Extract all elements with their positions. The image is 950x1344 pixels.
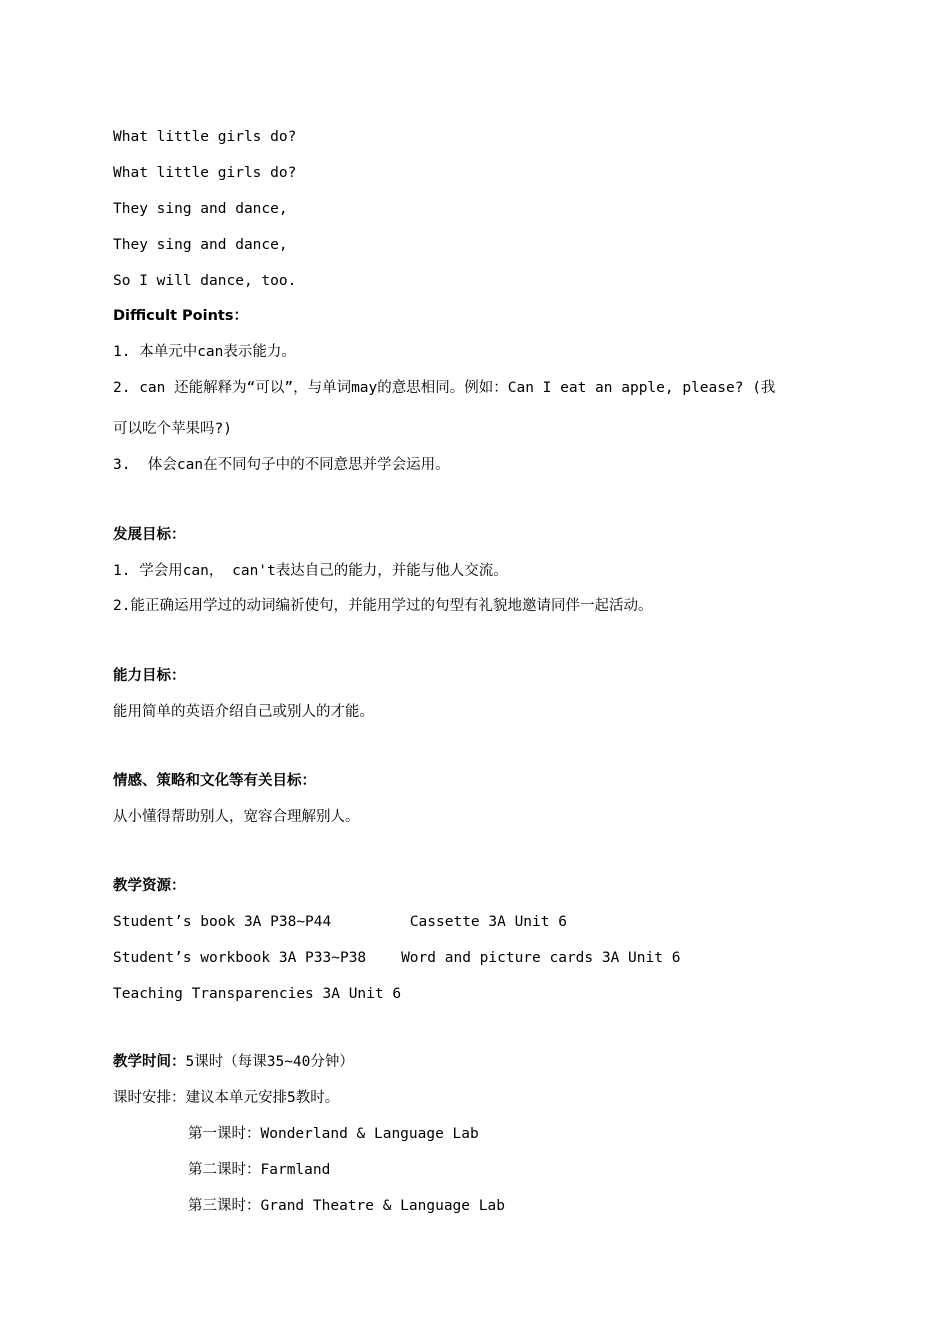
teaching-time-line [113,1052,354,1072]
poem-line: They sing and dance, [113,237,288,253]
resource-item: Teaching Transparencies 3A Unit 6 [113,986,402,1002]
lesson-arrangement: 课时安排：建议本单元安排5教时。 [113,1090,340,1106]
difficult-point-item: 1. 本单元中can表示能力。 [113,344,296,360]
poem-line: What little girls do? [113,129,297,145]
teaching-time-value: 5课时（每课35~40分钟） [185,1054,354,1070]
lesson-item: 第一课时：Wonderland & Language Lab [188,1126,479,1142]
emotion-goal-item: 从小懂得帮助别人，宽容合理解别人。 [113,809,360,825]
teaching-time-heading: 教学时间： [113,1054,186,1070]
difficult-point-item: 3. 体会can在不同句子中的不同意思并学会运用。 [113,457,450,473]
development-goals-heading: 发展目标： [113,527,186,543]
poem-line: So I will dance, too. [113,273,297,289]
difficult-points-heading: Difficult Points： [113,308,248,324]
ability-goals-heading: 能力目标： [113,668,186,684]
development-goal-item: 1. 学会用can， can't表达自己的能力，并能与他人交流。 [113,563,508,579]
ability-goal-item: 能用简单的英语介绍自己或别人的才能。 [113,704,374,720]
poem-line: What little girls do? [113,165,297,181]
resource-item: Student’s book 3A P38~P44 Cassette 3A Unit 6 [113,914,567,930]
emotion-goals-heading: 情感、策略和文化等有关目标： [113,773,316,789]
resources-heading: 教学资源： [113,878,186,894]
lesson-item: 第二课时：Farmland [188,1162,331,1178]
poem-line: They sing and dance, [113,201,288,217]
difficult-point-item: 2. can 还能解释为“可以”，与单词may的意思相同。例如：Can I eat an apple, please? (我 [113,380,776,396]
resource-item: Student’s workbook 3A P33~P38 Word and picture cards 3A Unit 6 [113,950,681,966]
lesson-item: 第三课时：Grand Theatre & Language Lab [188,1198,505,1214]
development-goal-item: 2.能正确运用学过的动词编祈使句，并能用学过的句型有礼貌地邀请同伴一起活动。 [113,598,653,614]
difficult-point-item: 可以吃个苹果吗?) [113,421,232,437]
